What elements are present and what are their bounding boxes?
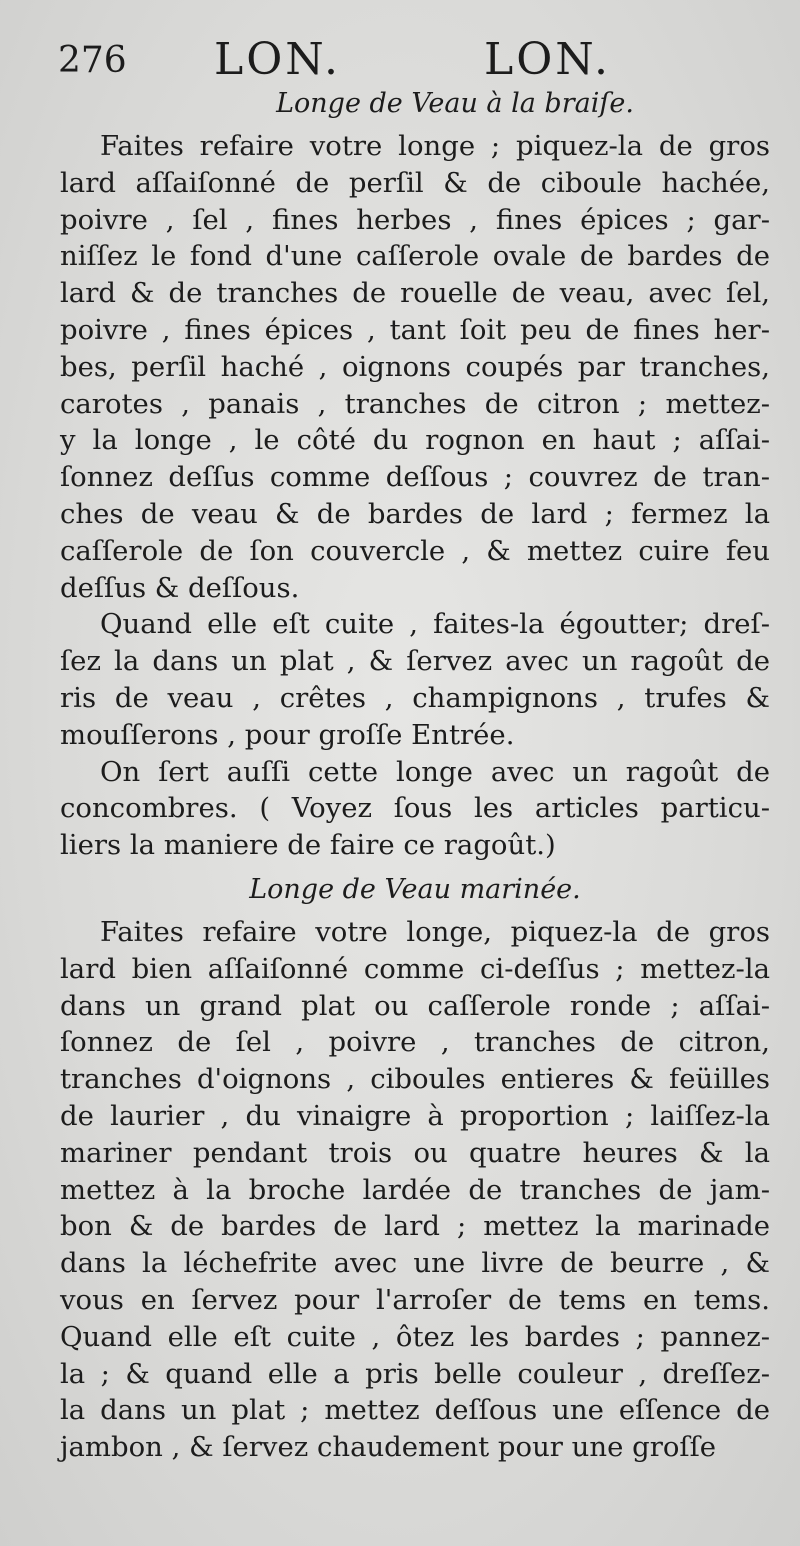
text-line: niſſez le fond d'une caſſerole ovale de bardes de xyxy=(60,240,770,273)
text-line: lard aſſaiſonné de perſil & de ciboule hachée, xyxy=(60,166,770,199)
text-line: Faites refaire votre longe, piquez-la de gros xyxy=(100,915,770,948)
text-line: liers la maniere de faire ce ragoût.) xyxy=(60,829,556,862)
text-line: dans la léchefrite avec une livre de beurre , & xyxy=(60,1247,770,1280)
recipe-title: Longe de Veau marinée. xyxy=(249,873,581,905)
text-line: la dans un plat ; mettez deſſous une eſſence de xyxy=(60,1394,770,1427)
text-line: de laurier , du vinaigre à proportion ; laiſſez-la xyxy=(60,1099,770,1132)
text-line: caſſerole de ſon couvercle , & mettez cuire feu xyxy=(60,534,770,567)
text-line: poivre , ſel , fines herbes , fines épices ; gar- xyxy=(60,203,770,236)
text-line: poivre , fines épices , tant ſoit peu de fines her- xyxy=(60,313,770,346)
text-line: On ſert auſſi cette longe avec un ragoût de xyxy=(100,755,770,788)
page-header xyxy=(0,30,800,90)
text-line: vous en ſervez pour l'arroſer de tems en tems. xyxy=(60,1283,770,1316)
text-line: dans un grand plat ou caſſerole ronde ; aſſai- xyxy=(60,989,770,1022)
text-line: carotes , panais , tranches de citron ; mettez- xyxy=(60,387,770,420)
text-line: Quand elle eſt cuite , faites-la égoutter; dreſ- xyxy=(100,608,770,641)
text-line: lard & de tranches de rouelle de veau, avec ſel, xyxy=(60,277,770,310)
running-head-left: LON. xyxy=(214,34,341,85)
text-line: Quand elle eſt cuite , ôtez les bardes ; pannez- xyxy=(60,1320,770,1353)
text-line: ris de veau , crêtes , champignons , trufes & xyxy=(60,681,770,714)
page-number: 276 xyxy=(58,40,127,81)
text-line: la ; & quand elle a pris belle couleur , dreſſez- xyxy=(60,1357,770,1390)
text-line: mouſſerons , pour groſſe Entrée. xyxy=(60,718,515,751)
paragraph xyxy=(60,128,770,606)
text-line: bon & de bardes de lard ; mettez la marinade xyxy=(60,1210,770,1243)
text-line: ſonnez deſſus comme deſſous ; couvrez de tran- xyxy=(60,461,770,494)
text-line: ches de veau & de bardes de lard ; fermez la xyxy=(60,497,770,530)
text-line: mariner pendant trois ou quatre heures & la xyxy=(60,1136,770,1169)
page-body xyxy=(60,86,770,1466)
paragraph xyxy=(60,914,770,1466)
text-line: tranches d'oignons , ciboules entieres & feüilles xyxy=(60,1063,770,1096)
recipe-title: Longe de Veau à la braiſe. xyxy=(276,88,634,119)
running-head-right: LON. xyxy=(484,34,611,85)
text-line: jambon , & ſervez chaudement pour une groſſe xyxy=(60,1431,717,1464)
text-line: lard bien aſſaiſonné comme ci-deſſus ; mettez-la xyxy=(60,952,770,985)
paragraph xyxy=(60,754,770,864)
section-gap xyxy=(60,864,770,872)
text-line: concombres. ( Voyez ſous les articles particu- xyxy=(60,792,770,825)
text-line: bes, perſil haché , oignons coupés par tranches, xyxy=(60,350,770,383)
paragraph xyxy=(60,606,770,753)
text-line: ſez la dans un plat , & ſervez avec un ragoût de xyxy=(60,645,770,678)
text-line: y la longe , le côté du rognon en haut ; aſſai- xyxy=(60,424,770,457)
text-line: ſonnez de ſel , poivre , tranches de citron, xyxy=(60,1026,770,1059)
text-line: mettez à la broche lardée de tranches de jam- xyxy=(60,1173,770,1206)
text-line: Faites refaire votre longe ; piquez-la de gros xyxy=(100,130,770,162)
text-line: deſſus & deſſous. xyxy=(60,571,300,604)
